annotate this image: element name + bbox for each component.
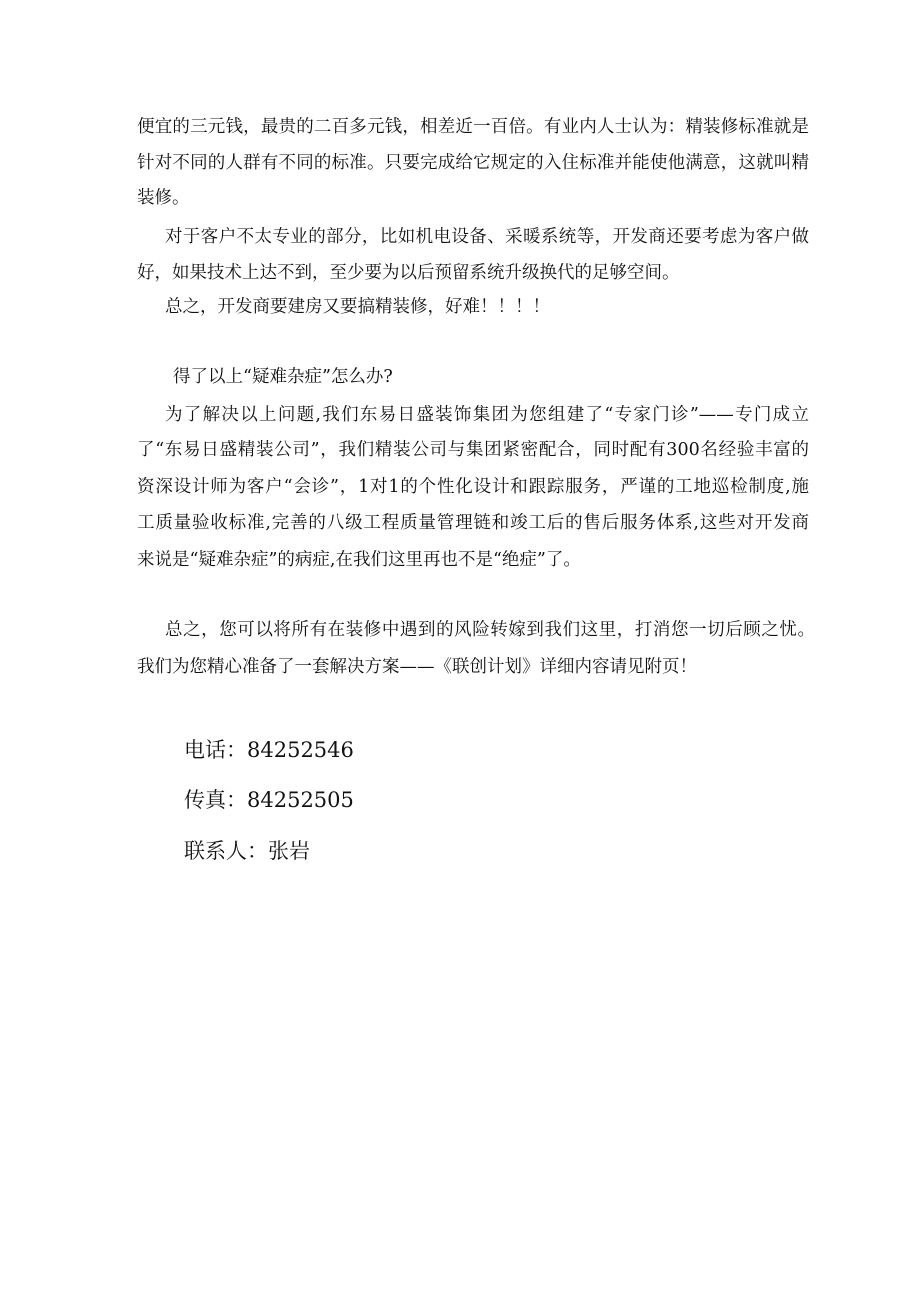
contact-phone: 电话：84252546 [184,738,354,762]
paragraph-line: 了“东易日盛精装公司”，我们精装公司与集团紧密配合，同时配有300名经验丰富的 [137,440,809,460]
paragraph-line: 便宜的三元钱，最贵的二百多元钱，相差近一百倍。有业内人士认为：精装修标准就是 [137,117,809,137]
paragraph-line: 装修。 [137,188,190,208]
section-heading: 得了以上“疑难杂症”怎么办? [173,367,393,387]
paragraph-line: 好，如果技术上达不到，至少要为以后预留系统升级换代的足够空间。 [137,263,680,283]
paragraph-line: 我们为您精心准备了一套解决方案——《联创计划》详细内容请见附页！ [137,657,697,677]
contact-person: 联系人：张岩 [184,839,310,863]
paragraph-line: 工质量验收标准,完善的八级工程质量管理链和竣工后的售后服务体系,这些对开发商 [137,513,809,533]
paragraph-line: 总之，开发商要建房又要搞精装修，好难！！！！ [165,297,550,317]
paragraph-line: 总之，您可以将所有在装修中遇到的风险转嫁到我们这里，打消您一切后顾之忧。 [165,620,815,640]
paragraph-line: 为了解决以上问题,我们东易日盛装饰集团为您组建了“专家门诊”——专门成立 [165,405,809,425]
paragraph-line: 对于客户不太专业的部分，比如机电设备、采暖系统等，开发商还要考虑为客户做 [165,227,809,247]
paragraph-line: 来说是“疑难杂症”的病症,在我们这里再也不是“绝症”了。 [137,550,581,570]
contact-fax: 传真：84252505 [184,788,354,812]
paragraph-line: 针对不同的人群有不同的标准。只要完成给它规定的入住标准并能使他满意，这就叫精 [137,153,809,173]
paragraph-line: 资深设计师为客户“会诊”，1对1的个性化设计和跟踪服务，严谨的工地巡检制度,施 [137,477,809,497]
